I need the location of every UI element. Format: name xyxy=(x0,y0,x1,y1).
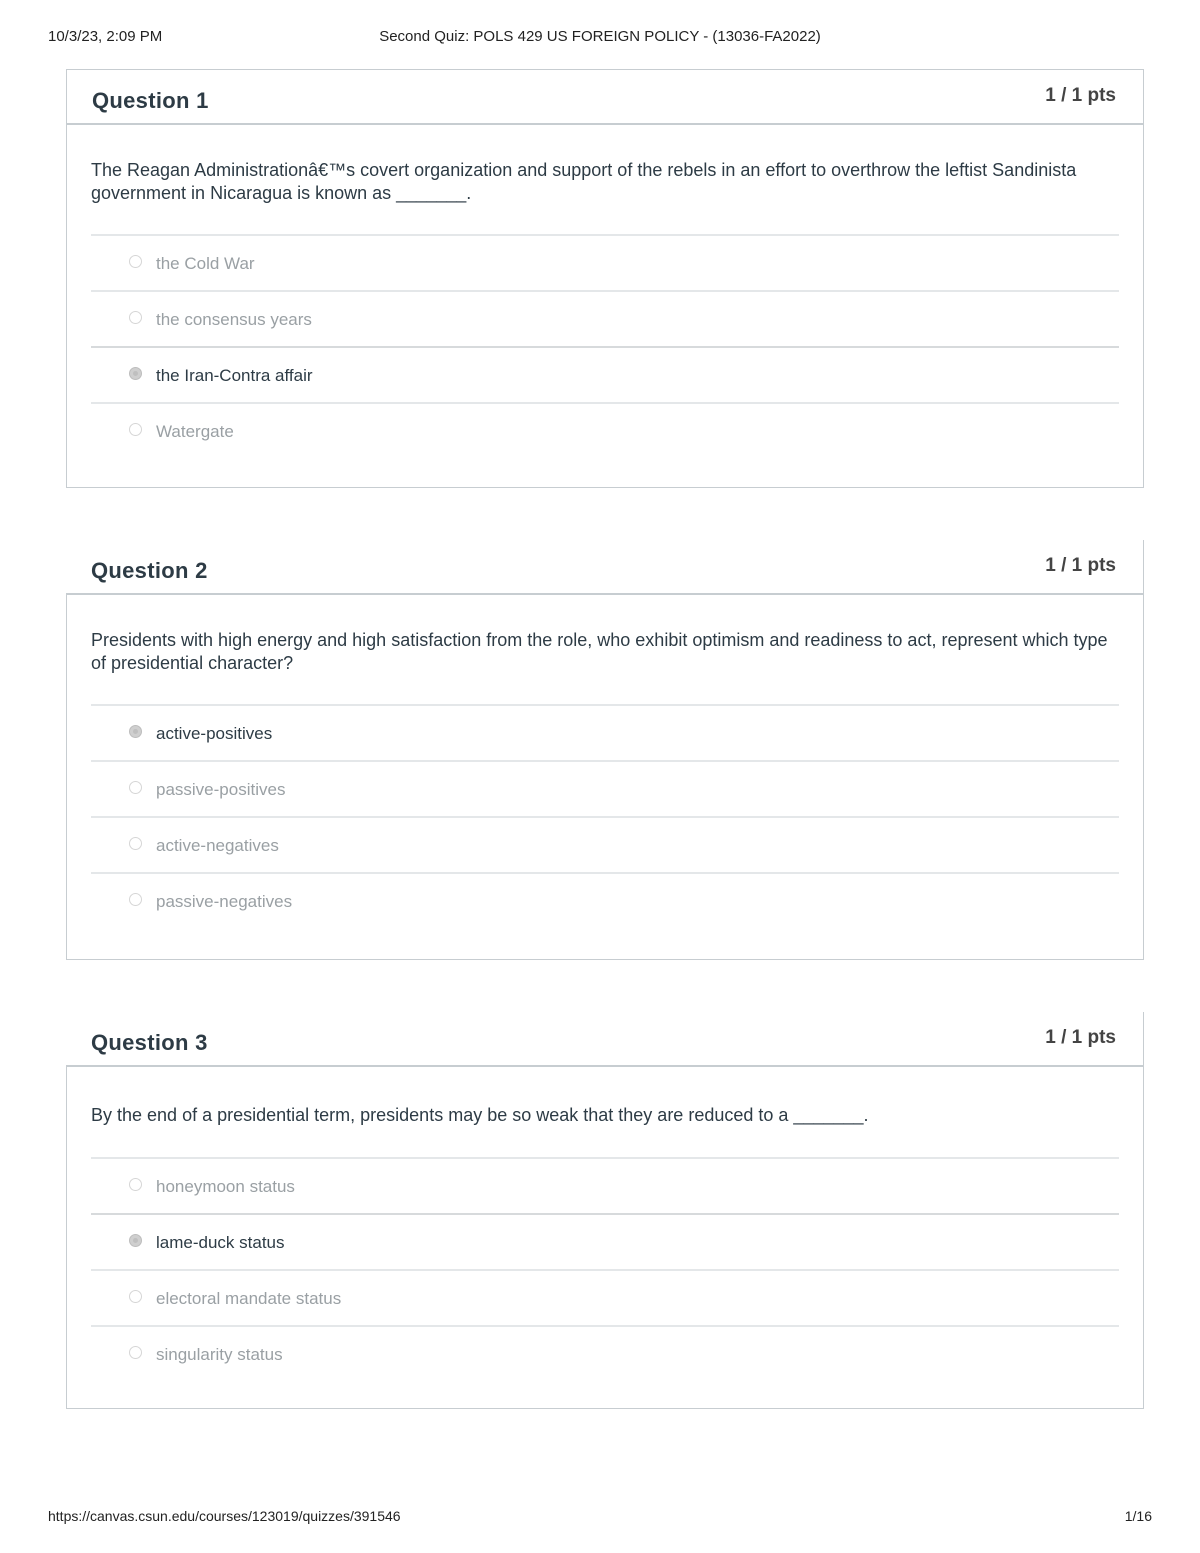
answer-option[interactable] xyxy=(91,1159,1119,1215)
answer-list xyxy=(91,704,1119,930)
question-body xyxy=(66,595,1143,959)
answer-label: electoral mandate status xyxy=(156,1289,342,1308)
answer-label: active-positives xyxy=(156,724,273,743)
question-points: 1 / 1 pts xyxy=(1045,1027,1116,1048)
answer-label: passive-positives xyxy=(156,780,286,799)
question-text: Presidents with high energy and high satisfaction from the role, who exhibit optimism and readiness to act, represent which type of presidential character? xyxy=(91,630,1108,673)
answer-option[interactable] xyxy=(91,818,1119,874)
radio-button-icon[interactable] xyxy=(129,893,142,906)
question-title: Question 2 xyxy=(91,558,208,583)
answer-option[interactable] xyxy=(91,1271,1119,1327)
radio-button-checked-icon[interactable] xyxy=(129,725,142,738)
answer-label: honeymoon status xyxy=(156,1177,295,1196)
question-points: 1 / 1 pts xyxy=(1045,555,1116,576)
print-header xyxy=(48,28,1152,48)
print-url: https://canvas.csun.edu/courses/123019/quizzes/391546 xyxy=(48,1508,401,1524)
question-card-3 xyxy=(66,1012,1144,1409)
radio-button-icon[interactable] xyxy=(129,837,142,850)
answer-option-selected[interactable] xyxy=(91,1215,1119,1271)
answer-option[interactable] xyxy=(91,236,1119,292)
answer-label: singularity status xyxy=(156,1345,283,1364)
question-header xyxy=(66,540,1143,595)
answer-label: the Iran-Contra affair xyxy=(156,366,313,385)
answer-label: the Cold War xyxy=(156,254,255,273)
radio-button-checked-icon[interactable] xyxy=(129,1234,142,1247)
question-card-1 xyxy=(66,69,1144,488)
answer-option[interactable] xyxy=(91,292,1119,348)
question-body xyxy=(66,1067,1143,1408)
answer-label: passive-negatives xyxy=(156,892,293,911)
radio-button-icon[interactable] xyxy=(129,1290,142,1303)
question-points: 1 / 1 pts xyxy=(1045,85,1116,106)
question-title: Question 3 xyxy=(91,1030,208,1055)
radio-button-icon[interactable] xyxy=(129,1346,142,1359)
radio-button-icon[interactable] xyxy=(129,1178,142,1191)
question-title: Question 1 xyxy=(92,88,209,113)
radio-button-icon[interactable] xyxy=(129,423,142,436)
question-card-2 xyxy=(66,540,1144,960)
radio-button-checked-icon[interactable] xyxy=(129,367,142,380)
radio-button-icon[interactable] xyxy=(129,255,142,268)
answer-label: lame-duck status xyxy=(156,1233,285,1252)
question-text: By the end of a presidential term, presidents may be so weak that they are reduced to a _______. xyxy=(91,1105,869,1125)
print-footer xyxy=(48,1508,1152,1528)
answer-option-selected[interactable] xyxy=(91,348,1119,404)
question-text: The Reagan Administrationâ€™s covert organization and support of the rebels in an effort to overthrow the leftist Sandinista government in Nicaragua is known as _______. xyxy=(91,160,1077,203)
answer-option[interactable] xyxy=(91,1327,1119,1383)
answer-label: the consensus years xyxy=(156,310,312,329)
answer-label: Watergate xyxy=(156,422,234,441)
radio-button-icon[interactable] xyxy=(129,781,142,794)
print-datetime: 10/3/23, 2:09 PM xyxy=(48,28,163,45)
answer-option[interactable] xyxy=(91,762,1119,818)
print-page-title: Second Quiz: POLS 429 US FOREIGN POLICY - (13036-FA2022) xyxy=(379,28,821,45)
answer-option[interactable] xyxy=(91,874,1119,930)
question-header xyxy=(67,70,1143,125)
answer-list xyxy=(91,1157,1119,1383)
answer-option-selected[interactable] xyxy=(91,706,1119,762)
answer-list xyxy=(91,234,1119,460)
question-header xyxy=(66,1012,1143,1067)
answer-option[interactable] xyxy=(91,404,1119,460)
answer-label: active-negatives xyxy=(156,836,279,855)
question-body xyxy=(67,125,1143,460)
print-page-number: 1/16 xyxy=(1124,1508,1152,1524)
radio-button-icon[interactable] xyxy=(129,311,142,324)
